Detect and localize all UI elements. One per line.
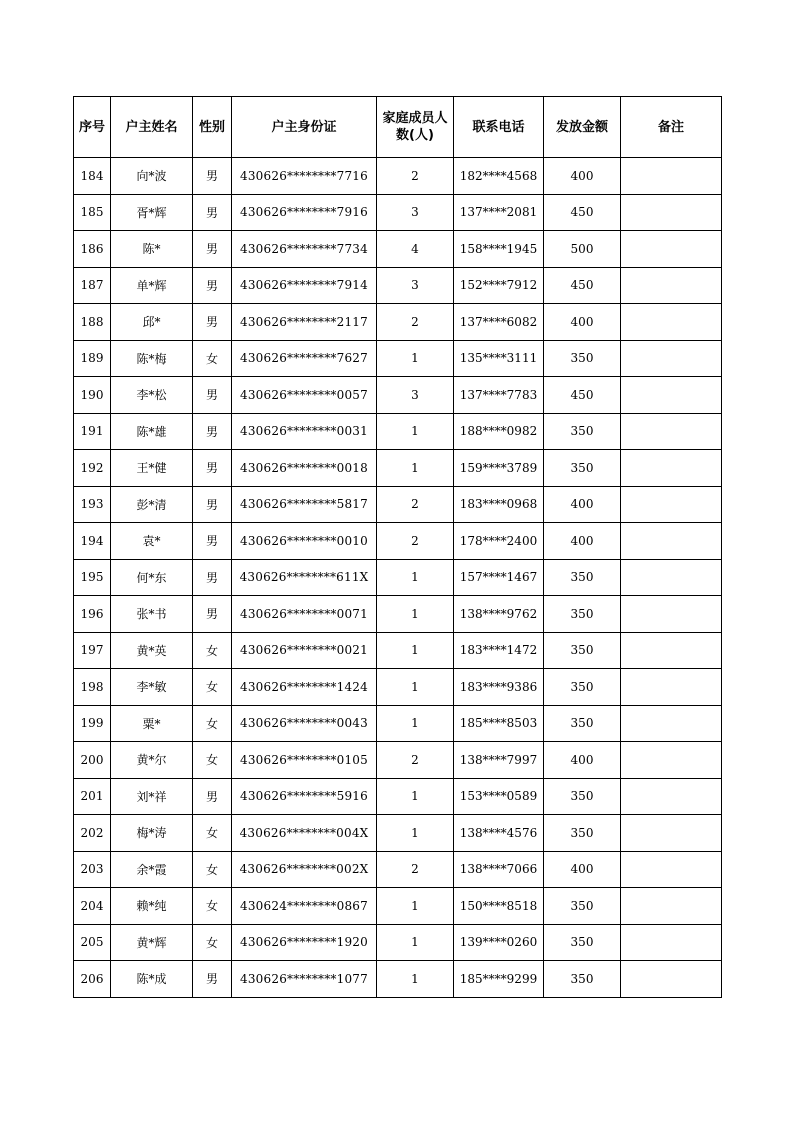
table-row: [74, 413, 722, 450]
cell-family-members: 1: [377, 632, 454, 669]
table-row: [74, 340, 722, 377]
table-row: [74, 669, 722, 706]
cell-remarks: [621, 450, 722, 487]
cell-phone: 137****7783: [454, 377, 544, 414]
cell-amount: 400: [544, 523, 621, 560]
cell-serial: 189: [74, 340, 111, 377]
cell-id-card: 430626********0018: [232, 450, 377, 487]
cell-amount: 450: [544, 194, 621, 231]
cell-serial: 204: [74, 888, 111, 925]
cell-remarks: [621, 194, 722, 231]
cell-amount: 350: [544, 413, 621, 450]
cell-id-card: 430626********5817: [232, 486, 377, 523]
cell-remarks: [621, 413, 722, 450]
cell-name: 单*辉: [111, 267, 193, 304]
cell-name: 余*霞: [111, 851, 193, 888]
cell-phone: 178****2400: [454, 523, 544, 560]
cell-phone: 138****7066: [454, 851, 544, 888]
cell-family-members: 3: [377, 267, 454, 304]
cell-amount: 350: [544, 632, 621, 669]
cell-remarks: [621, 596, 722, 633]
cell-name: 黄*英: [111, 632, 193, 669]
table-row: [74, 523, 722, 560]
table-header: [74, 97, 722, 158]
cell-gender: 女: [193, 742, 232, 779]
cell-remarks: [621, 231, 722, 268]
table-row: [74, 851, 722, 888]
cell-amount: 350: [544, 705, 621, 742]
cell-id-card: 430626********1424: [232, 669, 377, 706]
cell-amount: 400: [544, 486, 621, 523]
cell-serial: 194: [74, 523, 111, 560]
cell-remarks: [621, 340, 722, 377]
cell-gender: 女: [193, 340, 232, 377]
cell-id-card: 430626********7916: [232, 194, 377, 231]
cell-phone: 137****6082: [454, 304, 544, 341]
cell-gender: 女: [193, 705, 232, 742]
cell-amount: 450: [544, 377, 621, 414]
cell-gender: 女: [193, 815, 232, 852]
cell-family-members: 1: [377, 413, 454, 450]
cell-amount: 350: [544, 340, 621, 377]
subsidy-table: [73, 96, 722, 998]
cell-gender: 男: [193, 486, 232, 523]
cell-family-members: 1: [377, 888, 454, 925]
cell-remarks: [621, 632, 722, 669]
cell-remarks: [621, 304, 722, 341]
cell-serial: 187: [74, 267, 111, 304]
cell-id-card: 430626********0021: [232, 632, 377, 669]
cell-phone: 185****8503: [454, 705, 544, 742]
cell-family-members: 1: [377, 778, 454, 815]
cell-gender: 女: [193, 632, 232, 669]
cell-name: 邱*: [111, 304, 193, 341]
cell-phone: 135****3111: [454, 340, 544, 377]
cell-serial: 186: [74, 231, 111, 268]
cell-serial: 195: [74, 559, 111, 596]
cell-remarks: [621, 559, 722, 596]
cell-name: 陈*梅: [111, 340, 193, 377]
cell-family-members: 1: [377, 596, 454, 633]
cell-family-members: 1: [377, 450, 454, 487]
cell-family-members: 2: [377, 304, 454, 341]
table-row: [74, 924, 722, 961]
cell-name: 王*健: [111, 450, 193, 487]
cell-gender: 男: [193, 450, 232, 487]
cell-id-card: 430626********2117: [232, 304, 377, 341]
cell-serial: 185: [74, 194, 111, 231]
cell-id-card: 430626********004X: [232, 815, 377, 852]
cell-amount: 500: [544, 231, 621, 268]
cell-gender: 男: [193, 267, 232, 304]
cell-name: 刘*祥: [111, 778, 193, 815]
cell-name: 李*松: [111, 377, 193, 414]
cell-phone: 138****7997: [454, 742, 544, 779]
table-row: [74, 742, 722, 779]
cell-name: 陈*雄: [111, 413, 193, 450]
cell-gender: 女: [193, 924, 232, 961]
cell-id-card: 430626********0043: [232, 705, 377, 742]
cell-serial: 190: [74, 377, 111, 414]
cell-remarks: [621, 377, 722, 414]
cell-amount: 400: [544, 851, 621, 888]
cell-phone: 138****4576: [454, 815, 544, 852]
cell-phone: 159****3789: [454, 450, 544, 487]
cell-phone: 138****9762: [454, 596, 544, 633]
cell-phone: 150****8518: [454, 888, 544, 925]
cell-amount: 400: [544, 304, 621, 341]
cell-serial: 196: [74, 596, 111, 633]
header-row: [74, 97, 722, 158]
cell-gender: 女: [193, 669, 232, 706]
cell-name: 李*敏: [111, 669, 193, 706]
header-phone: 联系电话: [454, 97, 544, 158]
cell-remarks: [621, 961, 722, 998]
cell-gender: 男: [193, 961, 232, 998]
cell-phone: 158****1945: [454, 231, 544, 268]
table-row: [74, 231, 722, 268]
cell-remarks: [621, 486, 722, 523]
cell-name: 陈*: [111, 231, 193, 268]
cell-gender: 女: [193, 888, 232, 925]
cell-phone: 183****0968: [454, 486, 544, 523]
cell-family-members: 1: [377, 815, 454, 852]
cell-id-card: 430626********0010: [232, 523, 377, 560]
table-row: [74, 961, 722, 998]
cell-amount: 350: [544, 596, 621, 633]
cell-serial: 198: [74, 669, 111, 706]
cell-name: 胥*辉: [111, 194, 193, 231]
cell-id-card: 430626********0031: [232, 413, 377, 450]
cell-name: 向*波: [111, 158, 193, 195]
cell-gender: 男: [193, 231, 232, 268]
cell-serial: 200: [74, 742, 111, 779]
cell-gender: 男: [193, 559, 232, 596]
cell-serial: 199: [74, 705, 111, 742]
cell-amount: 350: [544, 559, 621, 596]
table-row: [74, 559, 722, 596]
cell-serial: 188: [74, 304, 111, 341]
cell-phone: 183****1472: [454, 632, 544, 669]
cell-name: 梅*涛: [111, 815, 193, 852]
cell-gender: 男: [193, 158, 232, 195]
cell-id-card: 430626********7716: [232, 158, 377, 195]
cell-gender: 女: [193, 851, 232, 888]
cell-serial: 201: [74, 778, 111, 815]
cell-phone: 139****0260: [454, 924, 544, 961]
cell-remarks: [621, 267, 722, 304]
cell-serial: 193: [74, 486, 111, 523]
table-row: [74, 158, 722, 195]
cell-name: 彭*清: [111, 486, 193, 523]
cell-id-card: 430626********1077: [232, 961, 377, 998]
cell-gender: 男: [193, 523, 232, 560]
cell-amount: 400: [544, 742, 621, 779]
cell-id-card: 430624********0867: [232, 888, 377, 925]
cell-amount: 350: [544, 450, 621, 487]
cell-family-members: 1: [377, 705, 454, 742]
cell-remarks: [621, 705, 722, 742]
cell-serial: 197: [74, 632, 111, 669]
cell-amount: 350: [544, 815, 621, 852]
table-row: [74, 705, 722, 742]
header-amount: 发放金额: [544, 97, 621, 158]
table-row: [74, 377, 722, 414]
cell-amount: 350: [544, 669, 621, 706]
header-householder-name: 户主姓名: [111, 97, 193, 158]
cell-id-card: 430626********1920: [232, 924, 377, 961]
header-serial: 序号: [74, 97, 111, 158]
cell-gender: 男: [193, 778, 232, 815]
cell-phone: 137****2081: [454, 194, 544, 231]
cell-remarks: [621, 778, 722, 815]
header-family-members: 家庭成员人数(人): [377, 97, 454, 158]
table-row: [74, 304, 722, 341]
cell-remarks: [621, 742, 722, 779]
cell-id-card: 430626********002X: [232, 851, 377, 888]
header-id-card: 户主身份证: [232, 97, 377, 158]
cell-id-card: 430626********0071: [232, 596, 377, 633]
cell-phone: 183****9386: [454, 669, 544, 706]
cell-remarks: [621, 815, 722, 852]
cell-remarks: [621, 523, 722, 560]
header-gender: 性别: [193, 97, 232, 158]
table-row: [74, 194, 722, 231]
cell-name: 粟*: [111, 705, 193, 742]
cell-id-card: 430626********7914: [232, 267, 377, 304]
cell-remarks: [621, 851, 722, 888]
cell-remarks: [621, 924, 722, 961]
cell-amount: 400: [544, 158, 621, 195]
cell-gender: 男: [193, 194, 232, 231]
cell-amount: 450: [544, 267, 621, 304]
cell-family-members: 4: [377, 231, 454, 268]
cell-phone: 153****0589: [454, 778, 544, 815]
cell-name: 张*书: [111, 596, 193, 633]
cell-id-card: 430626********0057: [232, 377, 377, 414]
table-row: [74, 450, 722, 487]
cell-family-members: 1: [377, 559, 454, 596]
cell-id-card: 430626********611X: [232, 559, 377, 596]
cell-phone: 157****1467: [454, 559, 544, 596]
cell-serial: 202: [74, 815, 111, 852]
table-row: [74, 596, 722, 633]
cell-remarks: [621, 158, 722, 195]
cell-amount: 350: [544, 924, 621, 961]
cell-name: 何*东: [111, 559, 193, 596]
cell-family-members: 2: [377, 742, 454, 779]
cell-phone: 188****0982: [454, 413, 544, 450]
cell-name: 赖*纯: [111, 888, 193, 925]
cell-serial: 205: [74, 924, 111, 961]
cell-serial: 191: [74, 413, 111, 450]
cell-remarks: [621, 888, 722, 925]
table-row: [74, 778, 722, 815]
table-body: [74, 158, 722, 998]
cell-id-card: 430626********5916: [232, 778, 377, 815]
cell-family-members: 1: [377, 340, 454, 377]
cell-gender: 男: [193, 413, 232, 450]
cell-family-members: 1: [377, 924, 454, 961]
cell-gender: 男: [193, 596, 232, 633]
cell-name: 袁*: [111, 523, 193, 560]
cell-family-members: 2: [377, 851, 454, 888]
cell-family-members: 3: [377, 194, 454, 231]
table-row: [74, 888, 722, 925]
cell-family-members: 2: [377, 523, 454, 560]
cell-name: 黄*尔: [111, 742, 193, 779]
cell-amount: 350: [544, 961, 621, 998]
cell-amount: 350: [544, 778, 621, 815]
table-row: [74, 267, 722, 304]
table-row: [74, 815, 722, 852]
cell-gender: 男: [193, 304, 232, 341]
header-remarks: 备注: [621, 97, 722, 158]
cell-name: 黄*辉: [111, 924, 193, 961]
cell-family-members: 2: [377, 486, 454, 523]
cell-family-members: 3: [377, 377, 454, 414]
cell-family-members: 1: [377, 961, 454, 998]
cell-id-card: 430626********7627: [232, 340, 377, 377]
cell-id-card: 430626********7734: [232, 231, 377, 268]
cell-serial: 206: [74, 961, 111, 998]
table-row: [74, 632, 722, 669]
cell-serial: 203: [74, 851, 111, 888]
cell-amount: 350: [544, 888, 621, 925]
cell-id-card: 430626********0105: [232, 742, 377, 779]
cell-remarks: [621, 669, 722, 706]
cell-serial: 184: [74, 158, 111, 195]
cell-serial: 192: [74, 450, 111, 487]
cell-phone: 152****7912: [454, 267, 544, 304]
cell-phone: 182****4568: [454, 158, 544, 195]
cell-name: 陈*成: [111, 961, 193, 998]
table-row: [74, 486, 722, 523]
cell-gender: 男: [193, 377, 232, 414]
subsidy-table-sheet: [73, 96, 722, 998]
cell-family-members: 1: [377, 669, 454, 706]
cell-family-members: 2: [377, 158, 454, 195]
cell-phone: 185****9299: [454, 961, 544, 998]
